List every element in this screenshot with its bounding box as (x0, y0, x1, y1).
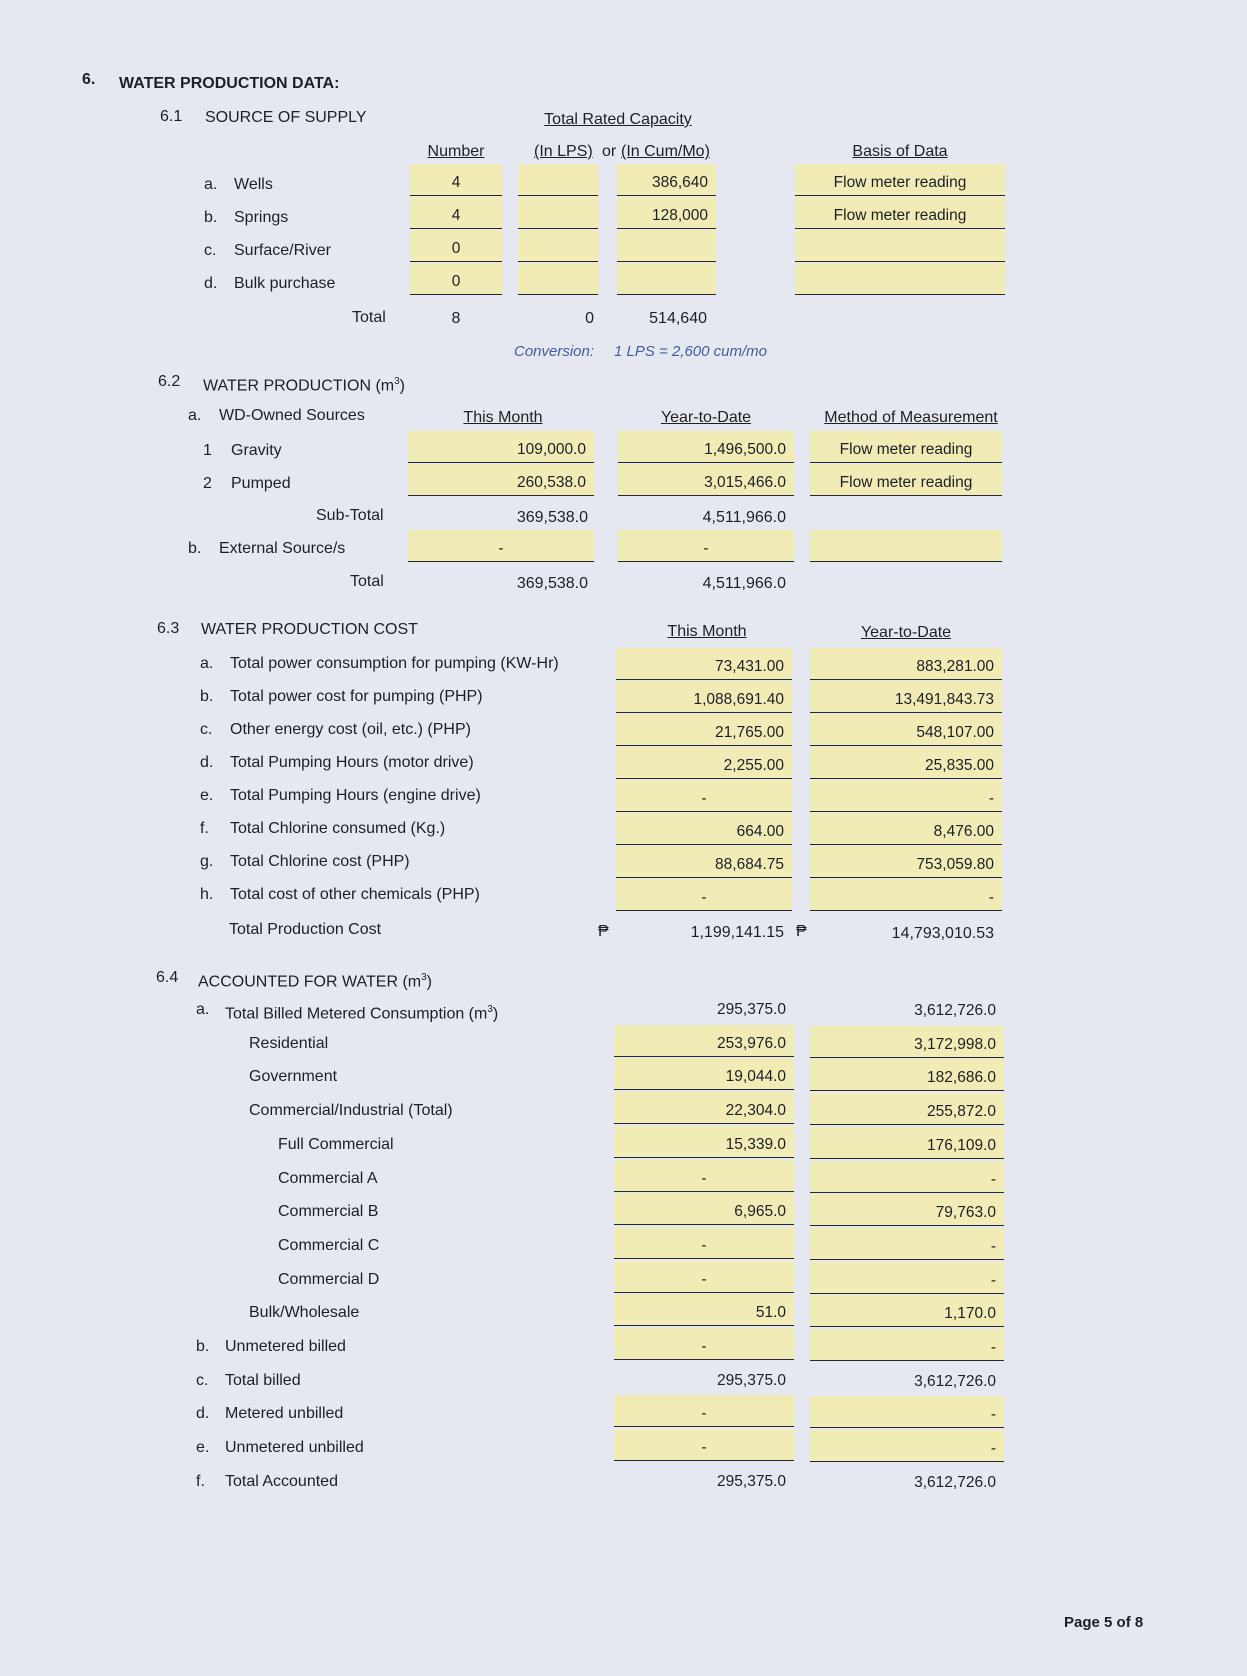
s64-row-month: 253,976.0 (614, 1025, 794, 1057)
s63-row-ytd: 883,281.00 (810, 648, 1002, 680)
s64-row-ytd: 3,612,726.0 (914, 1474, 996, 1491)
s64-row-label: Total Billed Metered Consumption $(m^3)$ (225, 1004, 499, 1023)
s64-row-month: 6,965.0 (614, 1193, 794, 1225)
s64-row-letter: e. (196, 1439, 210, 1456)
s64-row-ytd: 3,612,726.0 (914, 1373, 996, 1390)
s62-subtotal-month: 369,538.0 (516, 509, 588, 526)
s62-col-ytd: Year-to-Date (660, 409, 752, 426)
s62-external-letter: b. (188, 540, 202, 557)
s62-row-method: Flow meter reading (810, 464, 1002, 496)
s64-row-month: 51.0 (614, 1294, 794, 1326)
s61-row-label: Wells (234, 176, 273, 193)
s62-row-month: 260,538.0 (408, 464, 594, 496)
s61-col-cum: (In Cum/Mo) (621, 143, 710, 160)
s61-row-letter: d. (204, 275, 218, 292)
conversion-label: Conversion: (514, 343, 595, 360)
s61-col-lps: (In LPS) (534, 143, 593, 160)
s61-row-cum: 386,640 (617, 164, 716, 196)
s61-row-lps (518, 197, 598, 229)
s62-row-ytd: 1,496,500.0 (618, 431, 794, 463)
s64-row-month: - (614, 1395, 794, 1427)
s61-row-number: 0 (410, 263, 502, 295)
s61-row-cum (617, 230, 716, 262)
s64-row-month: - (614, 1261, 794, 1293)
s64-row-month: 19,044.0 (614, 1058, 794, 1090)
s62-row-method: Flow meter reading (810, 431, 1002, 463)
s64-row-ytd: - (810, 1161, 1004, 1193)
s63-row-month: - (616, 780, 792, 812)
s64-row-month: 295,375.0 (717, 1473, 786, 1490)
s61-col-or: or (602, 143, 617, 160)
s62-external-label: External Source/s (219, 540, 346, 557)
s61-row-basis: Flow meter reading (795, 164, 1005, 196)
s63-row-ytd: 753,059.80 (810, 846, 1002, 878)
s62-subtotal-label: Sub-Total (316, 507, 384, 524)
s63-row-label: Total Pumping Hours (motor drive) (230, 754, 474, 771)
s62-external-month: - (408, 530, 594, 562)
s62-external-method (810, 530, 1002, 562)
s64-row-month: 295,375.0 (717, 1372, 786, 1389)
s64-row-ytd: - (810, 1396, 1004, 1428)
s62-row-label: Pumped (231, 475, 291, 492)
s64-row-month: - (614, 1160, 794, 1192)
s63-row-letter: c. (200, 721, 213, 738)
s63-title: WATER PRODUCTION COST (201, 621, 418, 638)
s63-row-label: Total cost of other chemicals (PHP) (230, 886, 480, 903)
s61-total-label: Total (352, 309, 386, 326)
s61-row-lps (518, 230, 598, 262)
s61-row-label: Surface/River (234, 242, 331, 259)
s61-row-label: Bulk purchase (234, 275, 336, 292)
s62-row-num: 1 (203, 442, 212, 459)
s64-row-letter: f. (196, 1473, 205, 1490)
s64-row-ytd: - (810, 1430, 1004, 1462)
s63-row-label: Total Chlorine consumed (Kg.) (230, 820, 446, 837)
s64-number: 6.4 (156, 969, 179, 986)
s61-row-cum: 128,000 (617, 197, 716, 229)
s61-row-letter: c. (204, 242, 217, 259)
s63-row-month: - (616, 879, 792, 911)
s61-row-lps (518, 164, 598, 196)
s64-row-ytd: 3,612,726.0 (914, 1002, 996, 1019)
s63-row-label: Total power consumption for pumping (KW-Hr) (230, 655, 559, 672)
s61-row-letter: b. (204, 209, 218, 226)
s63-row-month: 2,255.00 (616, 747, 792, 779)
s64-row-ytd: 3,172,998.0 (810, 1026, 1004, 1058)
s64-row-ytd: 1,170.0 (810, 1295, 1004, 1327)
s61-row-label: Springs (234, 209, 289, 226)
s62-row-month: 109,000.0 (408, 431, 594, 463)
s64-row-ytd: - (810, 1228, 1004, 1260)
s63-total-ytd: 14,793,010.53 (891, 925, 994, 942)
s63-row-label: Other energy cost (oil, etc.) (PHP) (230, 721, 471, 738)
s64-row-ytd: 182,686.0 (810, 1059, 1004, 1091)
s62-a-letter: a. (188, 407, 202, 424)
s63-total-peso1: ₱ (598, 923, 609, 940)
s61-total-lps: 0 (585, 310, 594, 327)
s64-row-label: Government (249, 1068, 338, 1085)
s62-title: WATER PRODUCTION $(m^3)$ (203, 376, 405, 395)
s64-row-letter: a. (196, 1001, 210, 1018)
s61-row-basis: Flow meter reading (795, 197, 1005, 229)
s64-row-label: Bulk/Wholesale (249, 1304, 360, 1321)
s64-row-label: Commercial D (278, 1271, 380, 1288)
s64-row-ytd: 79,763.0 (810, 1194, 1004, 1226)
s63-row-letter: e. (200, 787, 214, 804)
s64-row-label: Commercial A (278, 1170, 378, 1187)
s62-row-label: Gravity (231, 442, 282, 459)
s63-row-ytd: - (810, 780, 1002, 812)
s63-number: 6.3 (157, 620, 180, 637)
s62-col-method: Method of Measurement (824, 409, 998, 426)
s63-row-ytd: 25,835.00 (810, 747, 1002, 779)
s62-row-num: 2 (203, 475, 212, 492)
s61-row-number: 0 (410, 230, 502, 262)
s63-row-label: Total power cost for pumping (PHP) (230, 688, 483, 705)
s63-col-ytd: Year-to-Date (860, 624, 952, 641)
s61-row-number: 4 (410, 164, 502, 196)
s61-row-cum (617, 263, 716, 295)
s63-total-label: Total Production Cost (229, 921, 382, 938)
s63-row-month: 664.00 (616, 813, 792, 845)
s63-row-letter: d. (200, 754, 214, 771)
s64-row-label: Metered unbilled (225, 1405, 344, 1422)
s64-row-label: Commercial C (278, 1237, 380, 1254)
s62-total-ytd: 4,511,966.0 (702, 575, 786, 592)
conversion-value: 1 LPS = 2,600 cum/mo (614, 343, 768, 360)
s64-row-ytd: 255,872.0 (810, 1093, 1004, 1125)
s62-total-label: Total (350, 573, 384, 590)
s64-row-ytd: - (810, 1262, 1004, 1294)
s61-title: SOURCE OF SUPPLY (205, 109, 367, 126)
s64-row-label: Unmetered unbilled (225, 1439, 364, 1456)
s64-row-letter: d. (196, 1405, 210, 1422)
s63-row-month: 73,431.00 (616, 648, 792, 680)
s63-row-month: 21,765.00 (616, 714, 792, 746)
s61-total-cum: 514,640 (649, 310, 707, 327)
s63-col-month: This Month (667, 623, 747, 640)
s61-total-number: 8 (451, 310, 461, 327)
s63-row-letter: b. (200, 688, 214, 705)
s61-row-basis (795, 230, 1005, 262)
s63-row-month: 88,684.75 (616, 846, 792, 878)
s64-row-month: - (614, 1328, 794, 1360)
page-number: Page 5 of 8 (1064, 1614, 1144, 1631)
s61-number: 6.1 (160, 108, 183, 125)
s64-title: ACCOUNTED FOR WATER $(m^3)$ (198, 972, 432, 991)
s61-row-letter: a. (204, 176, 218, 193)
s63-row-ytd: - (810, 879, 1002, 911)
s63-row-letter: f. (200, 820, 209, 837)
s62-number: 6.2 (158, 373, 181, 390)
s64-row-label: Commercial/Industrial (Total) (249, 1102, 453, 1119)
s62-subtotal-ytd: 4,511,966.0 (702, 509, 786, 526)
s61-col-number: Number (427, 143, 485, 160)
s64-row-label: Total billed (225, 1372, 301, 1389)
s62-a-label: WD-Owned Sources (219, 407, 365, 424)
s63-row-ytd: 13,491,843.73 (810, 681, 1002, 713)
s64-row-month: - (614, 1429, 794, 1461)
s63-row-letter: a. (200, 655, 214, 672)
s64-row-label: Unmetered billed (225, 1338, 346, 1355)
s61-row-basis (795, 263, 1005, 295)
s61-trc-heading: Total Rated Capacity (544, 111, 692, 128)
s63-row-letter: h. (200, 886, 214, 903)
s61-col-basis: Basis of Data (852, 143, 948, 160)
s62-col-month: This Month (463, 409, 543, 426)
s62-total-month: 369,538.0 (516, 575, 588, 592)
s64-row-label: Commercial B (278, 1203, 379, 1220)
s63-row-month: 1,088,691.40 (616, 681, 792, 713)
s62-external-ytd: - (618, 530, 794, 562)
s62-row-ytd: 3,015,466.0 (618, 464, 794, 496)
s63-total-peso2: ₱ (796, 923, 807, 940)
s64-row-label: Residential (249, 1035, 329, 1052)
s63-row-letter: g. (200, 853, 214, 870)
s63-row-label: Total Chlorine cost (PHP) (230, 853, 410, 870)
s64-row-label: Full Commercial (278, 1136, 394, 1153)
s64-row-ytd: - (810, 1329, 1004, 1361)
s63-row-label: Total Pumping Hours (engine drive) (230, 787, 481, 804)
s64-row-month: - (614, 1227, 794, 1259)
s64-row-month: 15,339.0 (614, 1126, 794, 1158)
s61-row-number: 4 (410, 197, 502, 229)
section-number: 6. (82, 71, 96, 88)
s64-row-label: Total Accounted (225, 1473, 338, 1490)
s63-row-ytd: 8,476.00 (810, 813, 1002, 845)
s63-row-ytd: 548,107.00 (810, 714, 1002, 746)
s64-row-month: 295,375.0 (717, 1001, 786, 1018)
section-title: WATER PRODUCTION DATA: (119, 75, 340, 92)
s64-row-month: 22,304.0 (614, 1092, 794, 1124)
s64-row-ytd: 176,109.0 (810, 1127, 1004, 1159)
s63-total-month: 1,199,141.15 (690, 924, 784, 941)
s64-row-letter: b. (196, 1338, 210, 1355)
s64-row-letter: c. (196, 1372, 209, 1389)
s61-row-lps (518, 263, 598, 295)
